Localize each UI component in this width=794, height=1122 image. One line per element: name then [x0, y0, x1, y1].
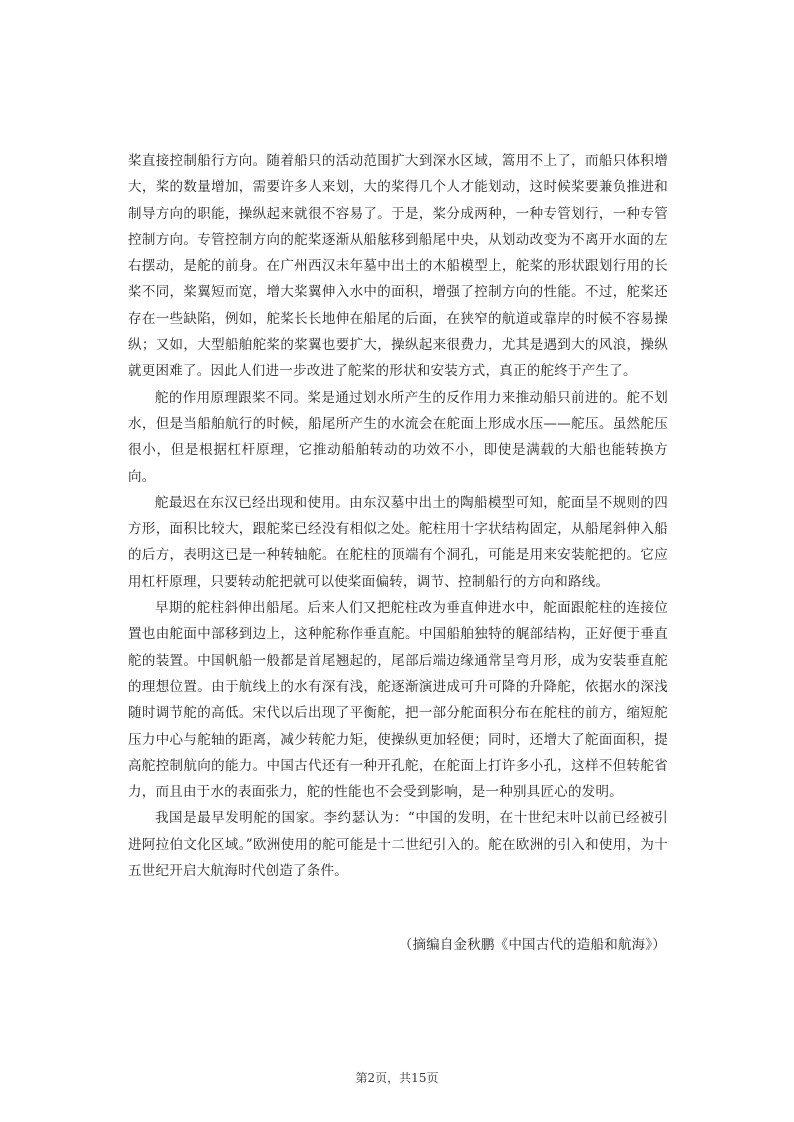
article-body	[128, 148, 668, 884]
source-citation: （摘编自金秋鹏《中国古代的造船和航海》）	[398, 937, 666, 953]
article-paragraph-2: 舵的作用原理跟桨不同。桨是通过划水所产生的反作用力来推动船只前进的。舵不划水，但是当船舶航行的时候，船尾所产生的水流会在舵面上形成水压——舵压。虽然舵压很小，但是根据杠杆原理，它推动船舶转动的功效不小，即使是满载的大船也能转换方向。	[128, 389, 668, 485]
article-paragraph-3: 舵最迟在东汉已经出现和使用。由东汉墓中出土的陶船模型可知，舵面呈不规则的四方形，面积比较大，跟舵桨已经没有相似之处。舵柱用十字状结构固定，从船尾斜伸入船的后方，表明这已是一种转轴舵。在舵柱的顶端有个洞孔，可能是用来安装舵把的。它应用杠杆原理，只要转动舵把就可以使桨面偏转，调节、控制船行的方向和路线。	[128, 494, 668, 590]
article-paragraph-5: 我国是最早发明舵的国家。李约瑟认为：“中国的发明，在十世纪末叶以前已经被引进阿拉伯文化区域。”欧洲使用的舵可能是十二世纪引入的。舵在欧洲的引入和使用，为十五世纪开启大航海时代创造了条件。	[128, 810, 668, 880]
article-paragraph-4: 早期的舵柱斜伸出船尾。后来人们又把舵柱改为垂直伸进水中，舵面跟舵柱的连接位置也由舵面中部移到边上，这种舵称作垂直舵。中国船舶独特的艉部结构，正好便于垂直舵的装置。中国帆船一般都是首尾翘起的，尾部后端边缘通常呈弯月形，成为安装垂直舵的理想位置。由于航线上的水有深有浅，舵逐渐演进成可升可降的升降舵，依据水的深浅随时调节舵的高低。宋代以后出现了平衡舵，把一部分舵面积分布在舵柱的前方，缩短舵压力中心与舵轴的距离，减少转舵力矩，使操纵更加轻便；同时，还增大了舵面面积，提高舵控制航向的能力。中国古代还有一种开孔舵，在舵面上打许多小孔，这样不但转舵省力，而且由于水的表面张力，舵的性能也不会受到影响，是一种别具匠心的发明。	[128, 600, 668, 801]
article-paragraph-1: 桨直接控制船行方向。随着船只的活动范围扩大到深水区域，篙用不上了，而船只体积增大，桨的数量增加，需要许多人来划，大的桨得几个人才能划动，这时候桨要兼负推进和制导方向的职能，操纵起来就很不容易了。于是，桨分成两种，一种专管划行，一种专管控制方向。专管控制方向的舵桨逐渐从船舷移到船尾中央，从划动改变为不离开水面的左右摆动，是舵的前身。在广州西汉末年墓中出土的木船模型上，舵桨的形状跟划行用的长桨不同，桨翼短而宽，增大桨翼伸入水中的面积，增强了控制方向的性能。不过，舵桨还存在一些缺陷，例如，舵桨长长地伸在船尾的后面，在狭窄的航道或靠岸的时候不容易操纵；又如，大型船舶舵桨的桨翼也要扩大，操纵起来很费力，尤其是遇到大的风浪，操纵就更困难了。因此人们进一步改进了舵桨的形状和安装方式，真正的舵终于产生了。	[128, 153, 668, 380]
page-number-footer: 第2页，共15页	[355, 1071, 439, 1085]
